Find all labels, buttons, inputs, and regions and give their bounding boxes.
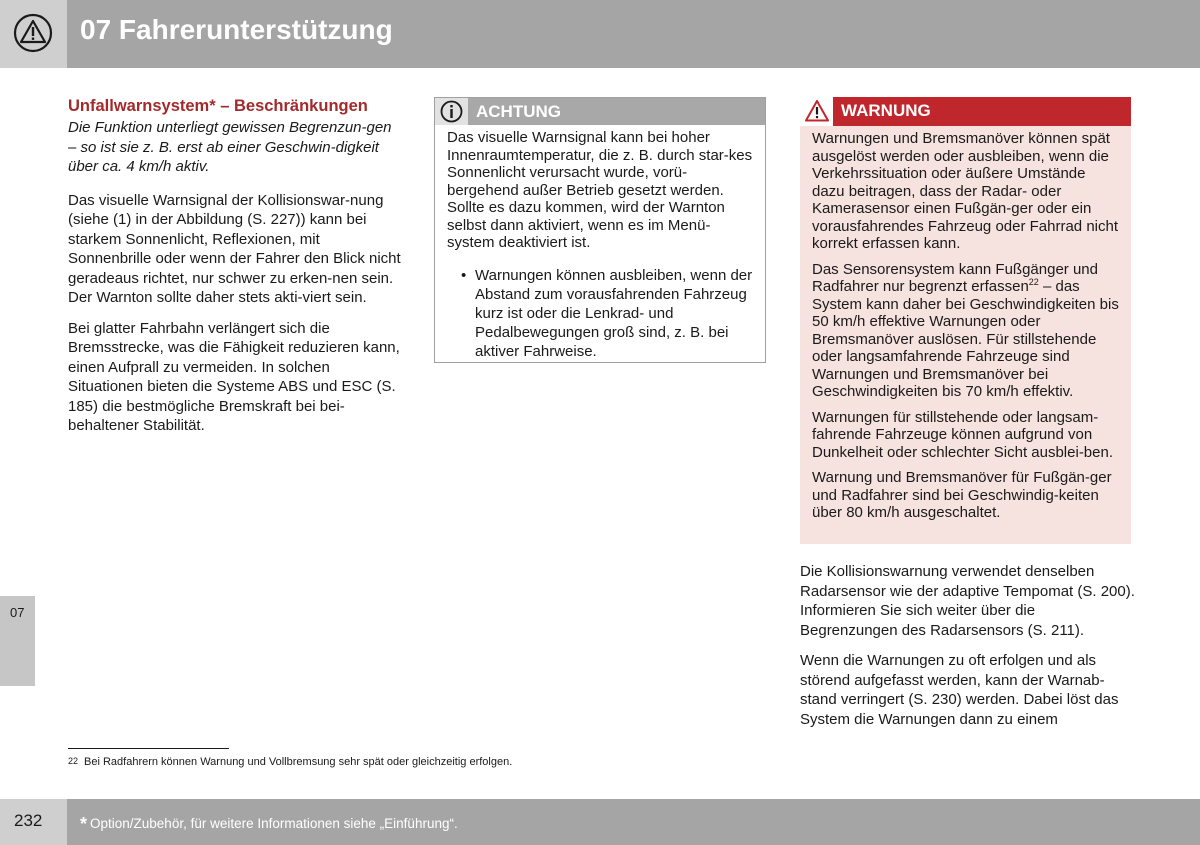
chapter-icon-box: [0, 0, 67, 68]
warning-text: Das Sensorensystem kann Fußgänger und Radfahrer nur begrenzt erfassen: [812, 260, 1098, 295]
footnote-number: 22: [68, 756, 79, 766]
chapter-side-tab: [0, 596, 35, 686]
warning-box-body: [800, 126, 1131, 522]
section-title: Unfallwarnsystem* – Beschränkungen: [68, 97, 368, 115]
footer-note: [80, 814, 458, 835]
warning-paragraph: Warnungen und Bremsmanöver können spät ausgelöst werden oder ausbleiben, wenn die Verkehrssituation oder äußere Umstände dazu beitragen, dass der Radar- oder Kamerasensor einen Fußgän-ger oder ein vorausfahrendes Fahrzeug oder Fahrrad nicht korrekt erfassen kann.: [812, 130, 1119, 252]
warning-box: [800, 97, 1131, 544]
footnote-reference[interactable]: 22: [1028, 277, 1039, 287]
caution-label: ACHTUNG: [476, 102, 561, 121]
bullet-marker: •: [461, 266, 467, 284]
body-paragraph: Bei glatter Fahrbahn verlängert sich die Bremsstrecke, was die Fähigkeit reduzieren kann, einen Aufprall zu vermeiden. In solchen Situationen bieten die Systeme ABS und ESC (S. 185) die bestmögliche Bremskraft bei bei-behaltener Stabilität.: [68, 319, 400, 434]
caution-bullet-item: [447, 266, 753, 361]
page-number: 232: [14, 811, 43, 830]
footnote-text: Bei Radfahrern können Warnung und Vollbremsung sehr spät oder gleichzeitig erfolgen.: [84, 756, 513, 768]
warning-paragraph: Warnung und Bremsmanöver für Fußgän-ger und Radfahrer sind bei Geschwindig-keiten über 80 km/h ausgeschaltet.: [812, 469, 1112, 521]
info-circle-icon: [440, 100, 463, 123]
caution-icon-holder: [435, 98, 468, 125]
body-paragraph: Wenn die Warnungen zu oft erfolgen und als störend aufgefasst werden, kann der Warnab-stand verringert (S. 230) werden. Dabei löst das System die Warnungen dann zu einem: [800, 652, 1119, 728]
footnote: [68, 756, 512, 768]
body-paragraph: Die Kollisionswarnung verwendet denselben Radarsensor wie der adaptive Tempomat (S. 200). Informieren Sie sich weiter über die Begrenzungen des Radarsensors (S. 211).: [800, 563, 1135, 639]
warning-label: WARNUNG: [841, 101, 931, 120]
side-tab-label: 07: [10, 605, 25, 620]
page-footer: [0, 799, 1200, 845]
footer-note-text: Option/Zubehör, für weitere Informationen siehe „Einführung“.: [90, 816, 458, 831]
chapter-title: 07 Fahrerunterstützung: [80, 14, 393, 45]
section-lead: Die Funktion unterliegt gewissen Begrenzun-gen – so ist sie z. B. erst ab einer Geschwin-digkeit über ca. 4 km/h aktiv.: [68, 119, 392, 175]
asterisk-marker: *: [80, 814, 88, 834]
warning-box-header: [800, 97, 1131, 126]
page-number-box: [0, 799, 67, 845]
warning-paragraph: Warnungen für stillstehende oder langsam-fahrende Fahrzeuge können aufgrund von Dunkelheit oder schlechter Sicht ausblei-ben.: [812, 408, 1114, 461]
caution-text: Das visuelle Warnsignal kann bei hoher Innenraumtemperatur, die z. B. durch star-kes Sonnenlicht verursacht wurde, vorü-bergehend außer Betrieb gesetzt werden. Sollte es dazu kommen, wird der Warnton selbst dann aktiviert, wenn es im Menü-system deaktiviert ist.: [447, 129, 753, 251]
warning-paragraph: [812, 261, 1119, 401]
chapter-header: [0, 0, 1200, 68]
warning-text: – das System kann daher bei Geschwindigkeiten bis 50 km/h effektive Warnungen oder Bremsmanöver auslösen. Für stillstehende oder langsamfahrende Fahrzeuge sind Warnungen und Bremsmanöver bei Geschwindigkeiten bis 70 km/h effektiv.: [812, 278, 1119, 400]
main-column: [68, 96, 401, 447]
caution-box-header: [435, 98, 765, 125]
caution-box-body: [435, 125, 765, 361]
right-column-text: [800, 562, 1135, 740]
footnote-divider: [68, 748, 229, 749]
caution-box: [434, 97, 766, 363]
warning-triangle-icon: [805, 99, 829, 123]
caution-bullet-text: Warnungen können ausbleiben, wenn der Abstand zum vorausfahrenden Fahrzeug kurz ist oder die Lenkrad- und Pedalbewegungen groß sind, z. B. bei aktiver Fahrweise.: [475, 266, 753, 360]
warning-icon-holder: [800, 97, 833, 126]
body-paragraph: Das visuelle Warnsignal der Kollisionswar-nung (siehe (1) in der Abbildung (S. 227)) kann bei starkem Sonnenlicht, Reflexionen, mit Sonnenbrille oder wenn der Fahrer den Blick nicht geradeaus richtet, nur schwer zu erken-nen sein. Der Warnton sollte daher stets akti-viert sein.: [68, 191, 401, 306]
warning-triangle-circle-icon: [13, 13, 53, 53]
